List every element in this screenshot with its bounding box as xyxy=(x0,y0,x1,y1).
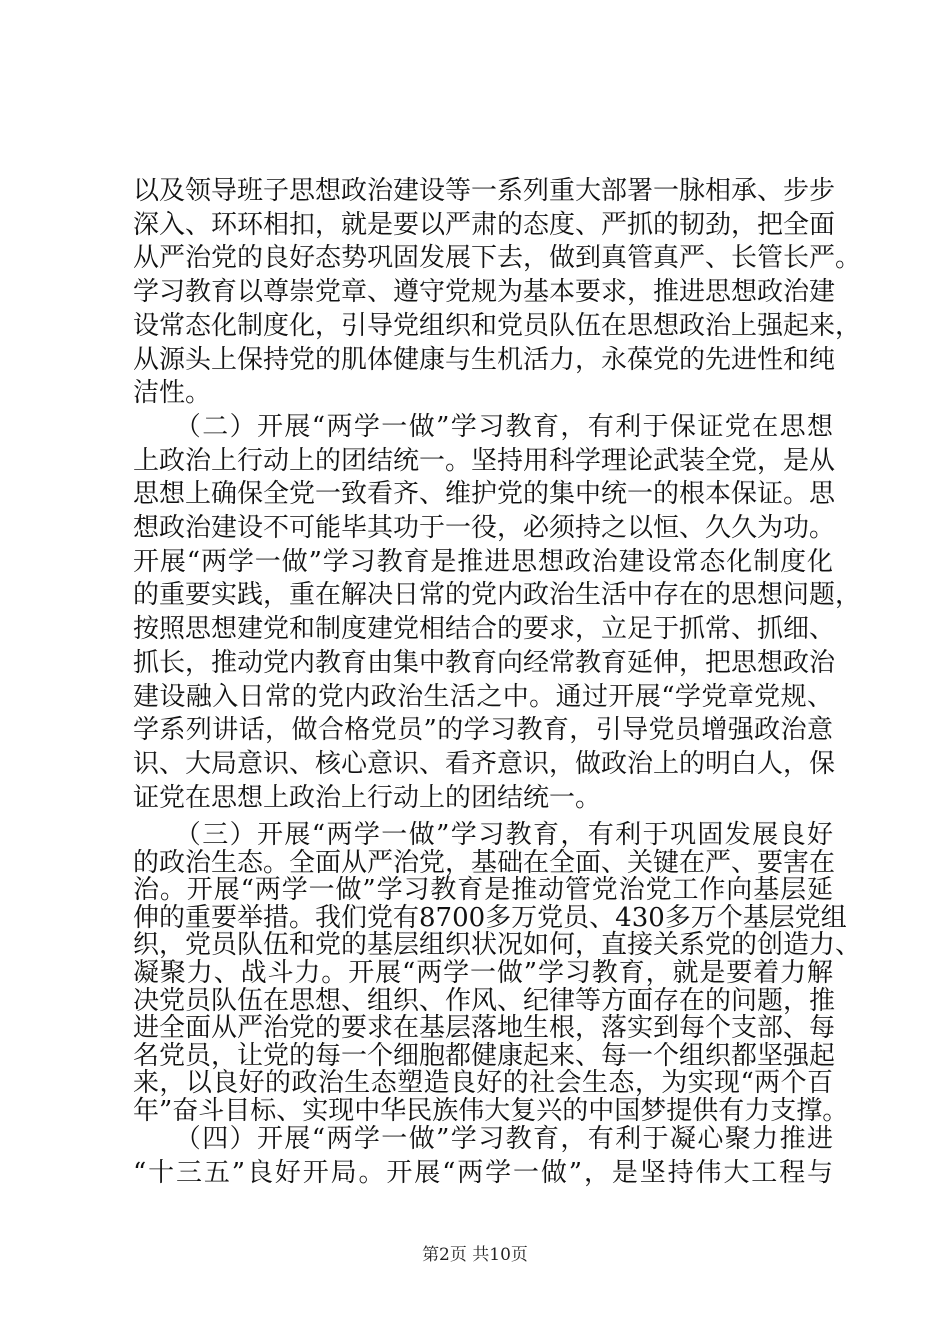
text-line: 伸的重要举措。我们党有8700多万党员、430多万个基层党组 xyxy=(133,903,847,933)
text-line: （三）开展“两学一做”学习教育，有利于巩固发展良好 xyxy=(133,820,833,850)
text-line: 名党员，让党的每一个细胞都健康起来、每一个组织都坚强起 xyxy=(133,1041,836,1071)
text-line: 以及领导班子思想政治建设等一系列重大部署一脉相承、步步 xyxy=(133,176,836,206)
text-line: 凝聚力、战斗力。开展“两学一做”学习教育，就是要着力解 xyxy=(133,958,833,988)
text-line: 抓长，推动党内教育由集中教育向经常教育延伸，把思想政治 xyxy=(133,648,836,678)
text-line: 建设融入日常的党内政治生活之中。通过开展“学党章党规、 xyxy=(133,682,833,712)
text-line: 织，党员队伍和党的基层组织状况如何，直接关系党的创造力、 xyxy=(133,930,862,960)
text-line: 上政治上行动上的团结统一。坚持用科学理论武装全党，是从 xyxy=(133,446,836,476)
text-line: 识、大局意识、核心意识、看齐意识，做政治上的明白人，保 xyxy=(133,749,836,779)
text-line: 从源头上保持党的肌体健康与生机活力，永葆党的先进性和纯 xyxy=(133,345,836,375)
text-line: 年”奋斗目标、实现中华民族伟大复兴的中国梦提供有力支撑。 xyxy=(133,1096,849,1126)
text-line: 学系列讲话，做合格党员”的学习教育，引导党员增强政治意 xyxy=(133,715,833,745)
text-line: 设常态化制度化，引导党组织和党员队伍在思想政治上强起来， xyxy=(133,311,862,341)
text-line: “十三五”良好开局。开展“两学一做”，是坚持伟大工程与 xyxy=(133,1158,833,1188)
text-line: （二）开展“两学一做”学习教育，有利于保证党在思想 xyxy=(133,412,833,442)
text-line: 从严治党的良好态势巩固发展下去，做到真管真严、长管长严。 xyxy=(133,243,862,273)
text-line: 深入、环环相扣，就是要以严肃的态度、严抓的韧劲，把全面 xyxy=(133,210,836,240)
text-line: 按照思想建党和制度建党相结合的要求，立足于抓常、抓细、 xyxy=(133,614,836,644)
text-line: 学习教育以尊崇党章、遵守党规为基本要求，推进思想政治建 xyxy=(133,277,836,307)
text-line: 思想上确保全党一致看齐、维护党的集中统一的根本保证。思 xyxy=(133,479,836,509)
text-line: 决党员队伍在思想、组织、作风、纪律等方面存在的问题，推 xyxy=(133,986,836,1016)
text-line: 想政治建设不可能毕其功于一役，必须持之以恒、久久为功。 xyxy=(133,513,836,543)
text-line: 证党在思想上政治上行动上的团结统一。 xyxy=(133,783,602,813)
page-number: 第2页 共10页 xyxy=(422,1245,528,1265)
text-line: 的重要实践，重在解决日常的党内政治生活中存在的思想问题， xyxy=(133,580,862,610)
text-line: 治。开展“两学一做”学习教育是推动管党治党工作向基层延 xyxy=(133,875,833,905)
text-line: 进全面从严治党的要求在基层落地生根，落实到每个支部、每 xyxy=(133,1013,836,1043)
text-line: （四）开展“两学一做”学习教育，有利于凝心聚力推进 xyxy=(133,1124,833,1154)
text-line: 开展“两学一做”学习教育是推进思想政治建设常态化制度化 xyxy=(133,547,833,577)
text-line: 洁性。 xyxy=(133,378,212,408)
text-line: 的政治生态。全面从严治党，基础在全面、关键在严、要害在 xyxy=(133,848,836,878)
text-line: 来，以良好的政治生态塑造良好的社会生态，为实现“两个百 xyxy=(133,1068,833,1098)
